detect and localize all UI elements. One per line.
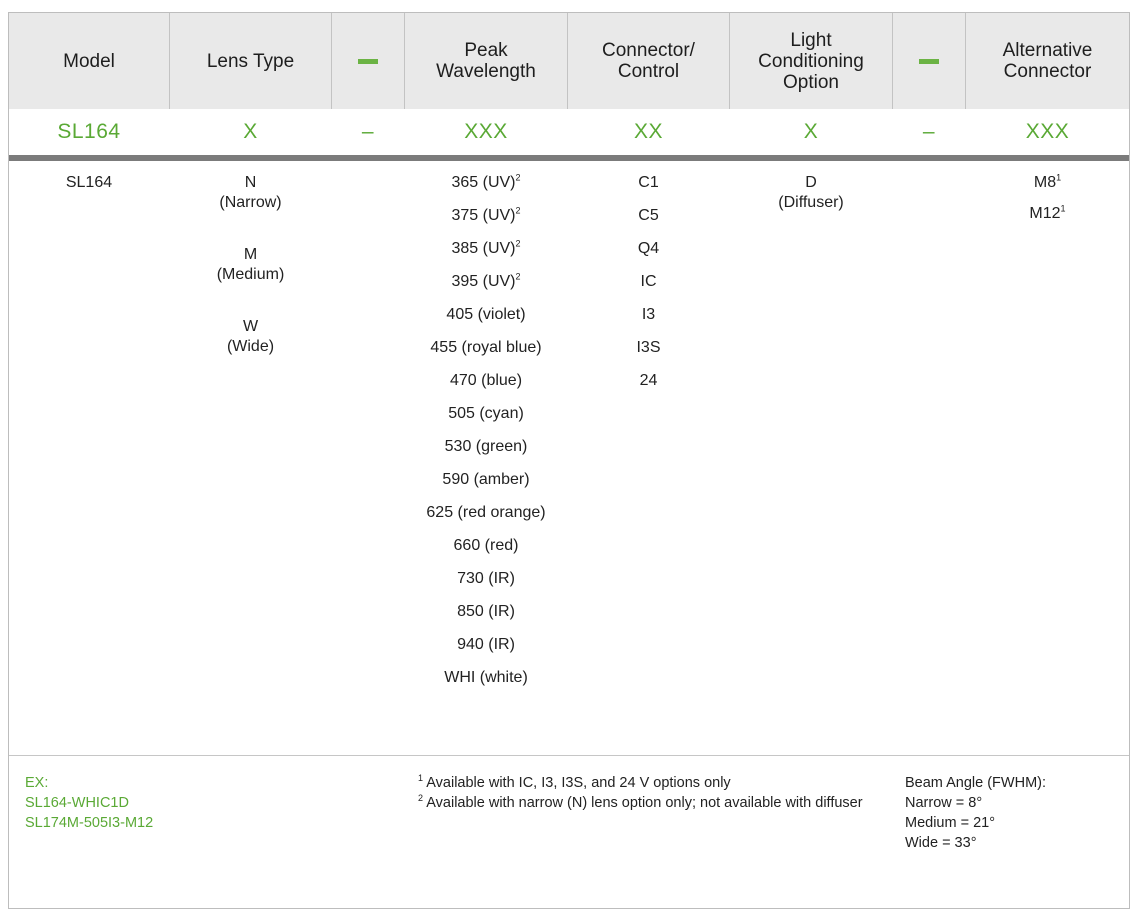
footnote: $^2$ Available with narrow (N) lens option only; not available with diffuser xyxy=(418,793,863,811)
example-part-number: SL174M-505I3-M12 xyxy=(25,815,154,831)
model-value: SL164 xyxy=(65,174,113,191)
wavelength-option: 375 (UV)$^2$ xyxy=(451,205,521,224)
beam-angle-block xyxy=(905,773,1046,853)
body-model-column xyxy=(9,173,169,206)
body-wavelength-column xyxy=(405,173,567,701)
wavelength-option: 405 (violet) xyxy=(446,306,526,323)
connector-option: IC xyxy=(640,273,657,290)
beam-angle-heading: Beam Angle (FWHM): xyxy=(905,775,1046,791)
code-model: SL164 xyxy=(57,120,121,143)
wavelength-option: 940 (IR) xyxy=(457,636,515,653)
example-part-number: SL164-WHIC1D xyxy=(25,795,129,811)
table-header-row xyxy=(9,13,1129,110)
wavelength-option: 625 (red orange) xyxy=(426,504,546,521)
connector-option: C5 xyxy=(638,207,659,224)
header-light-conditioning: Light Conditioning Option xyxy=(758,29,864,93)
body-lens-column xyxy=(170,173,331,389)
beam-angle-wide: Wide = 33° xyxy=(905,835,977,851)
connector-option: I3S xyxy=(636,339,661,356)
header-separator-1 xyxy=(332,13,404,109)
code-separator-2: – xyxy=(922,120,936,143)
examples-heading: EX: xyxy=(25,775,49,791)
green-dash-icon xyxy=(358,59,378,64)
lens-option: N (Narrow) xyxy=(219,174,282,211)
code-lens: X xyxy=(243,120,258,143)
wavelength-option: 530 (green) xyxy=(444,438,528,455)
body-alt-connector-column xyxy=(966,173,1129,237)
code-alt-connector: XXX xyxy=(1025,120,1070,143)
green-dash-icon xyxy=(919,59,939,64)
connector-option: 24 xyxy=(639,372,658,389)
wavelength-option: 365 (UV)$^2$ xyxy=(451,172,521,191)
wavelength-option: 505 (cyan) xyxy=(448,405,524,422)
header-model: Model xyxy=(63,50,115,72)
connector-option: I3 xyxy=(641,306,656,323)
code-connector: XX xyxy=(633,120,663,143)
part-code-row xyxy=(9,109,1129,155)
connector-option: Q4 xyxy=(637,240,660,257)
code-wavelength: XXX xyxy=(464,120,508,143)
wavelength-option: 730 (IR) xyxy=(457,570,515,587)
wavelength-option: WHI (white) xyxy=(444,669,528,686)
part-number-table xyxy=(8,12,1130,909)
beam-angle-narrow: Narrow = 8° xyxy=(905,795,983,811)
footnote: $^1$ Available with IC, I3, I3S, and 24 V options only xyxy=(418,773,731,791)
beam-angle-medium: Medium = 21° xyxy=(905,815,996,831)
footer-divider xyxy=(9,755,1129,756)
wavelength-option: 470 (blue) xyxy=(449,372,523,389)
alt-connector-option: $M8^1$ xyxy=(1033,172,1062,191)
header-separator-2 xyxy=(893,13,965,109)
body-conditioning-column xyxy=(730,173,892,245)
connector-option: C1 xyxy=(638,174,659,191)
code-separator-1: – xyxy=(361,120,375,143)
code-conditioning: X xyxy=(803,120,819,143)
lens-option: M (Medium) xyxy=(216,246,285,283)
body-connector-column xyxy=(568,173,729,404)
wavelength-option: 590 (amber) xyxy=(442,471,530,488)
wavelength-option: 455 (royal blue) xyxy=(430,339,542,356)
header-alternative-connector: Alternative Connector xyxy=(1002,40,1093,82)
header-lens-type: Lens Type xyxy=(206,50,295,72)
lens-option: W (Wide) xyxy=(226,318,275,355)
wavelength-option: 850 (IR) xyxy=(457,603,515,620)
section-rule xyxy=(9,155,1129,161)
footnotes-block xyxy=(418,773,878,813)
header-peak-wavelength: Peak Wavelength xyxy=(436,40,536,82)
conditioning-option: D (Diffuser) xyxy=(778,174,844,211)
header-connector-control: Connector/ Control xyxy=(602,40,695,82)
wavelength-option: 385 (UV)$^2$ xyxy=(451,238,521,257)
wavelength-option: 660 (red) xyxy=(453,537,519,554)
alt-connector-option: $M12^1$ xyxy=(1029,203,1066,222)
examples-block xyxy=(25,773,153,833)
wavelength-option: 395 (UV)$^2$ xyxy=(451,271,521,290)
